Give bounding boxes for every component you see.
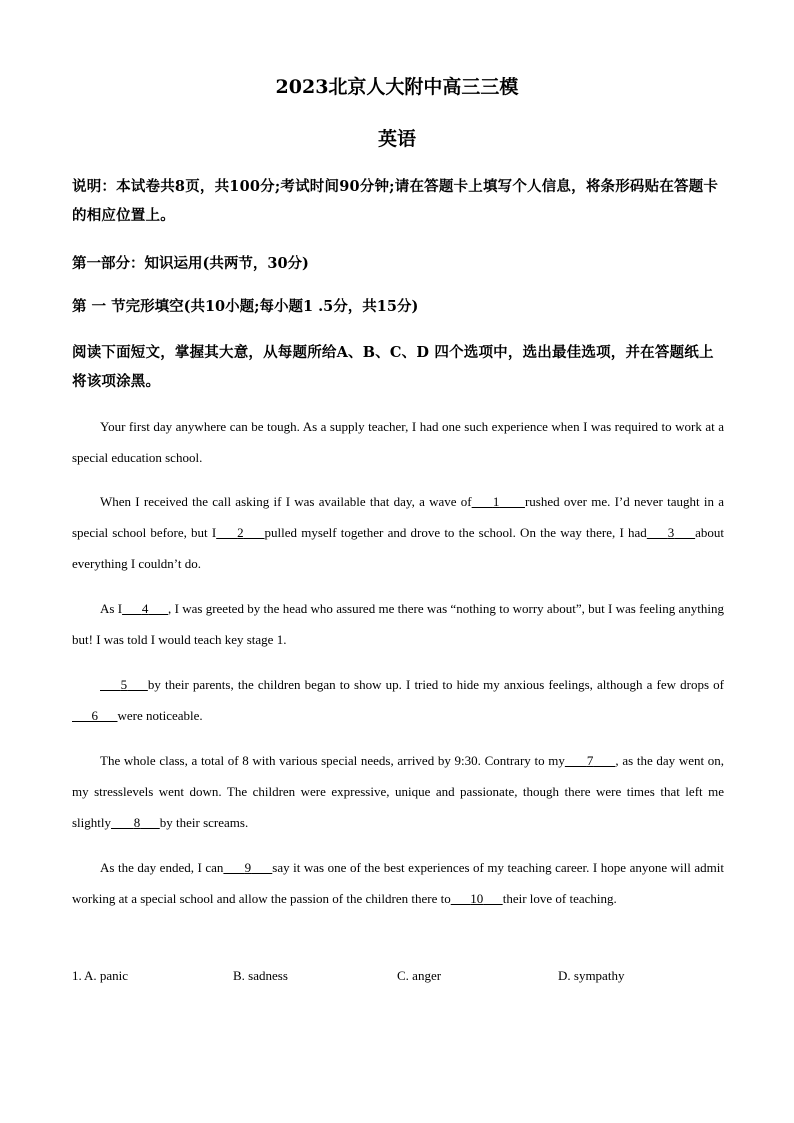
exam-subject: 英语 — [377, 128, 416, 150]
part-heading: 第一部分：知识运用(共两节，30分) — [72, 255, 309, 272]
paragraph-text: As the day ended, I can — [100, 860, 224, 875]
blank-6: 6 — [91, 708, 98, 723]
passage-paragraph-5 — [72, 745, 724, 838]
paragraph-text: rushed over me. I’d never taught in a special school before, but I — [72, 494, 725, 540]
paragraph-text: , I was greeted by the head who assured me there was “nothing to worry about”, but I was feeling anything but! I was told I would teach key stage 1. — [72, 601, 725, 647]
paragraph-text: about everything I couldn’t do. — [72, 525, 725, 571]
question-number: 1. — [72, 968, 82, 983]
passage-paragraph-1 — [72, 411, 724, 473]
section-directions: 阅读下面短文，掌握其大意，从每题所给A、B、C、D 四个选项中，选出最佳选项，并在答题纸上将该项涂黑。 — [72, 344, 714, 390]
exam-note: 说明：本试卷共8页，共100分;考试时间90分钟;请在答题卡上填写个人信息，将条形码贴在答题卡的相应位置上。 — [72, 178, 719, 224]
paragraph-text: their love of teaching. — [502, 891, 617, 906]
blank-3: 3 — [667, 525, 675, 540]
blank-8: 8 — [133, 815, 141, 830]
passage-paragraph-3 — [72, 593, 724, 655]
paragraph-text: Your first day anywhere can be tough. As a supply teacher, I had one such experience when I was required to work at a special education school. — [72, 419, 724, 465]
section-heading: 第 一 节完形填空(共10小题;每小题1 .5分，共15分) — [72, 298, 419, 315]
option-c[interactable]: C. anger — [397, 968, 442, 983]
paragraph-text: say it was one of the best experiences of my teaching career. I hope anyone will admit working at a special school and allow the passion of the children there to — [72, 860, 725, 906]
question-1-options — [72, 960, 724, 991]
passage-paragraph-6 — [72, 852, 724, 914]
paragraph-text: When I received the call asking if I was available that day, a wave of — [100, 494, 472, 509]
passage-paragraph-4 — [72, 669, 724, 731]
paragraph-text: were noticeable. — [117, 708, 203, 723]
passage-paragraph-2 — [72, 486, 724, 579]
blank-2: 2 — [237, 525, 244, 540]
blank-1: 1 — [492, 494, 500, 509]
blank-9: 9 — [244, 860, 252, 875]
blank-7: 7 — [586, 753, 594, 768]
option-d[interactable]: D. sympathy — [558, 968, 625, 983]
paragraph-text: pulled myself together and drove to the school. On the way there, I had — [264, 525, 647, 540]
paragraph-text: by their parents, the children began to show up. I tried to hide my anxious feelings, although a few drops of — [147, 677, 725, 692]
blank-4: 4 — [141, 601, 149, 616]
option-a[interactable]: A. panic — [84, 968, 129, 983]
paragraph-text: by their screams. — [159, 815, 249, 830]
paragraph-text: As I — [100, 601, 123, 616]
option-b[interactable]: B. sadness — [233, 968, 288, 983]
blank-5: 5 — [120, 677, 128, 692]
exam-title: 2023北京人大附中高三三模 — [275, 76, 519, 98]
paragraph-text: The whole class, a total of 8 with various special needs, arrived by 9:30. Contrary to my — [100, 753, 565, 768]
paragraph-text: , as the day went on, my stresslevels went down. The children were expressive, unique and passionate, though there were times that left me slightly — [72, 753, 725, 830]
blank-10: 10 — [470, 891, 484, 906]
